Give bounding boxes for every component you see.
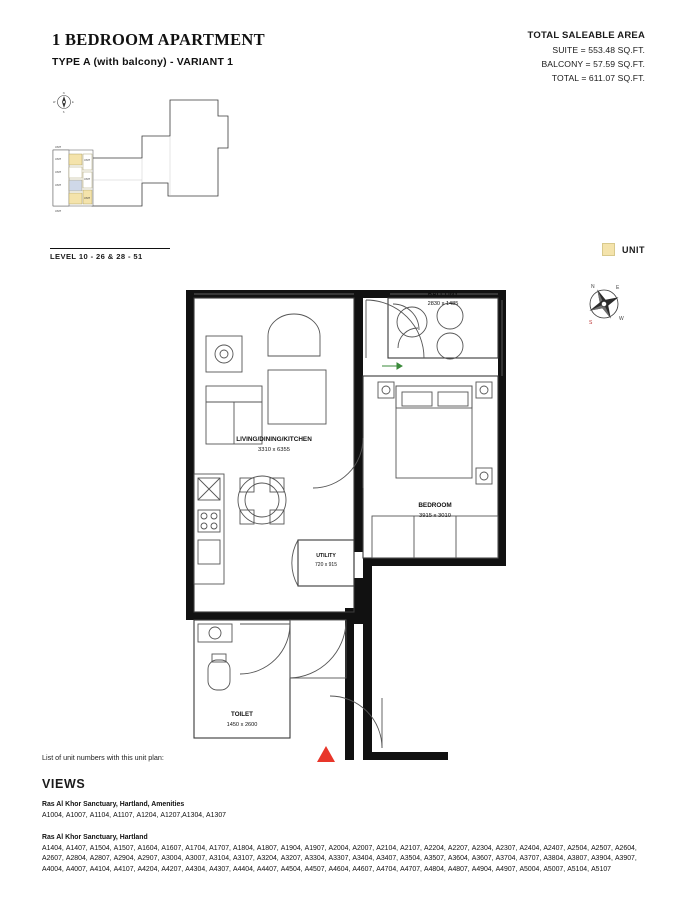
- key-plan-drawing: [50, 88, 265, 248]
- svg-text:E: E: [72, 101, 74, 104]
- room-dims-balcony: 2830 x 1485: [427, 301, 459, 307]
- svg-text:W: W: [53, 101, 56, 104]
- unit-legend-label: UNIT: [622, 244, 645, 255]
- svg-text:UNIT: UNIT: [84, 159, 91, 162]
- level-label: LEVEL 10 - 26 & 28 - 51: [50, 252, 143, 261]
- level-divider: [50, 248, 170, 249]
- svg-text:UNIT: UNIT: [55, 158, 62, 161]
- room-dims-living: 3310 x 6355: [258, 447, 290, 453]
- compass-south-label: S: [589, 320, 593, 326]
- compass-rose: [575, 275, 633, 333]
- page-title: 1 BEDROOM APARTMENT: [52, 30, 265, 49]
- compass-west-label: W: [619, 316, 624, 322]
- area-heading: TOTAL SALEABLE AREA: [527, 30, 645, 41]
- room-dims-utility: 720 x 915: [315, 562, 337, 568]
- unit-legend: [602, 243, 645, 256]
- area-balcony: BALCONY = 57.59 SQ.FT.: [541, 59, 645, 69]
- svg-text:UNIT: UNIT: [84, 197, 91, 200]
- svg-text:S: S: [62, 111, 65, 114]
- svg-text:UNIT: UNIT: [55, 184, 62, 187]
- svg-text:UNIT: UNIT: [55, 146, 62, 149]
- views-section-1-units: A1004, A1007, A1104, A1107, A1204, A1207,A1304, A1307: [42, 811, 226, 819]
- entry-marker-icon: [317, 746, 335, 762]
- svg-text:N: N: [62, 92, 65, 95]
- room-label-utility: UTILITY: [316, 553, 336, 559]
- room-label-balcony: BALCONY: [427, 291, 459, 298]
- title-block: [52, 30, 265, 68]
- views-section-2-units: A1404, A1407, A1504, A1507, A1604, A1607, A1704, A1707, A1804, A1807, A1904, A1907, A2004, A2007, A2104, A2107, A2204, A2207, A2304, A2307, A2404, A2407, A2504, A2507, A2604, A2607, A2804, A2807, A2904, A2907, A3004, A3007, A3104, A3107, A3204, A3207, A3304, A3307, A3404, A3407, A3504, A3507, A3604, A3607, A3704, A3707, A3804, A3807, A3904, A3907, A4004, A4007, A4104, A4107, A4204, A4207, A4304, A4307, A4404, A4407, A4504, A4507, A4604, A4607, A4704, A4707, A4804, A4807, A4904, A4907, A5004, A5007, A5104, A5107: [42, 844, 637, 874]
- svg-text:UNIT: UNIT: [84, 178, 91, 181]
- room-dims-toilet: 1450 x 2600: [226, 722, 258, 728]
- views-section-2-title: Ras Al Khor Sanctuary, Hartland: [42, 834, 148, 841]
- floor-plan-drawing: [150, 278, 550, 763]
- compass-north-label: N: [591, 284, 595, 290]
- unit-swatch-icon: [602, 243, 615, 256]
- total-saleable-area: [528, 30, 645, 83]
- views-section-1: [42, 800, 642, 821]
- room-label-bedroom: BEDROOM: [418, 502, 452, 509]
- unit-list-note: List of unit numbers with this unit plan:: [42, 753, 164, 762]
- area-total: TOTAL = 611.07 SQ.FT.: [551, 73, 645, 83]
- views-section-1-title: Ras Al Khor Sanctuary, Hartland, Amenities: [42, 801, 185, 808]
- key-plan: [50, 88, 265, 248]
- views-heading: VIEWS: [42, 777, 86, 791]
- room-label-toilet: TOILET: [231, 711, 253, 718]
- room-label-living: LIVING/DINING/KITCHEN: [236, 436, 312, 443]
- page-subtitle: TYPE A (with balcony) - VARIANT 1: [52, 56, 234, 68]
- floor-plan: [150, 278, 550, 763]
- area-suite: SUITE = 553.48 SQ.FT.: [552, 45, 645, 55]
- views-section-2: [42, 833, 642, 876]
- compass-east-label: E: [616, 285, 620, 291]
- svg-text:UNIT: UNIT: [55, 171, 62, 174]
- svg-text:UNIT: UNIT: [55, 210, 62, 213]
- room-dims-bedroom: 3915 x 3010: [419, 513, 451, 519]
